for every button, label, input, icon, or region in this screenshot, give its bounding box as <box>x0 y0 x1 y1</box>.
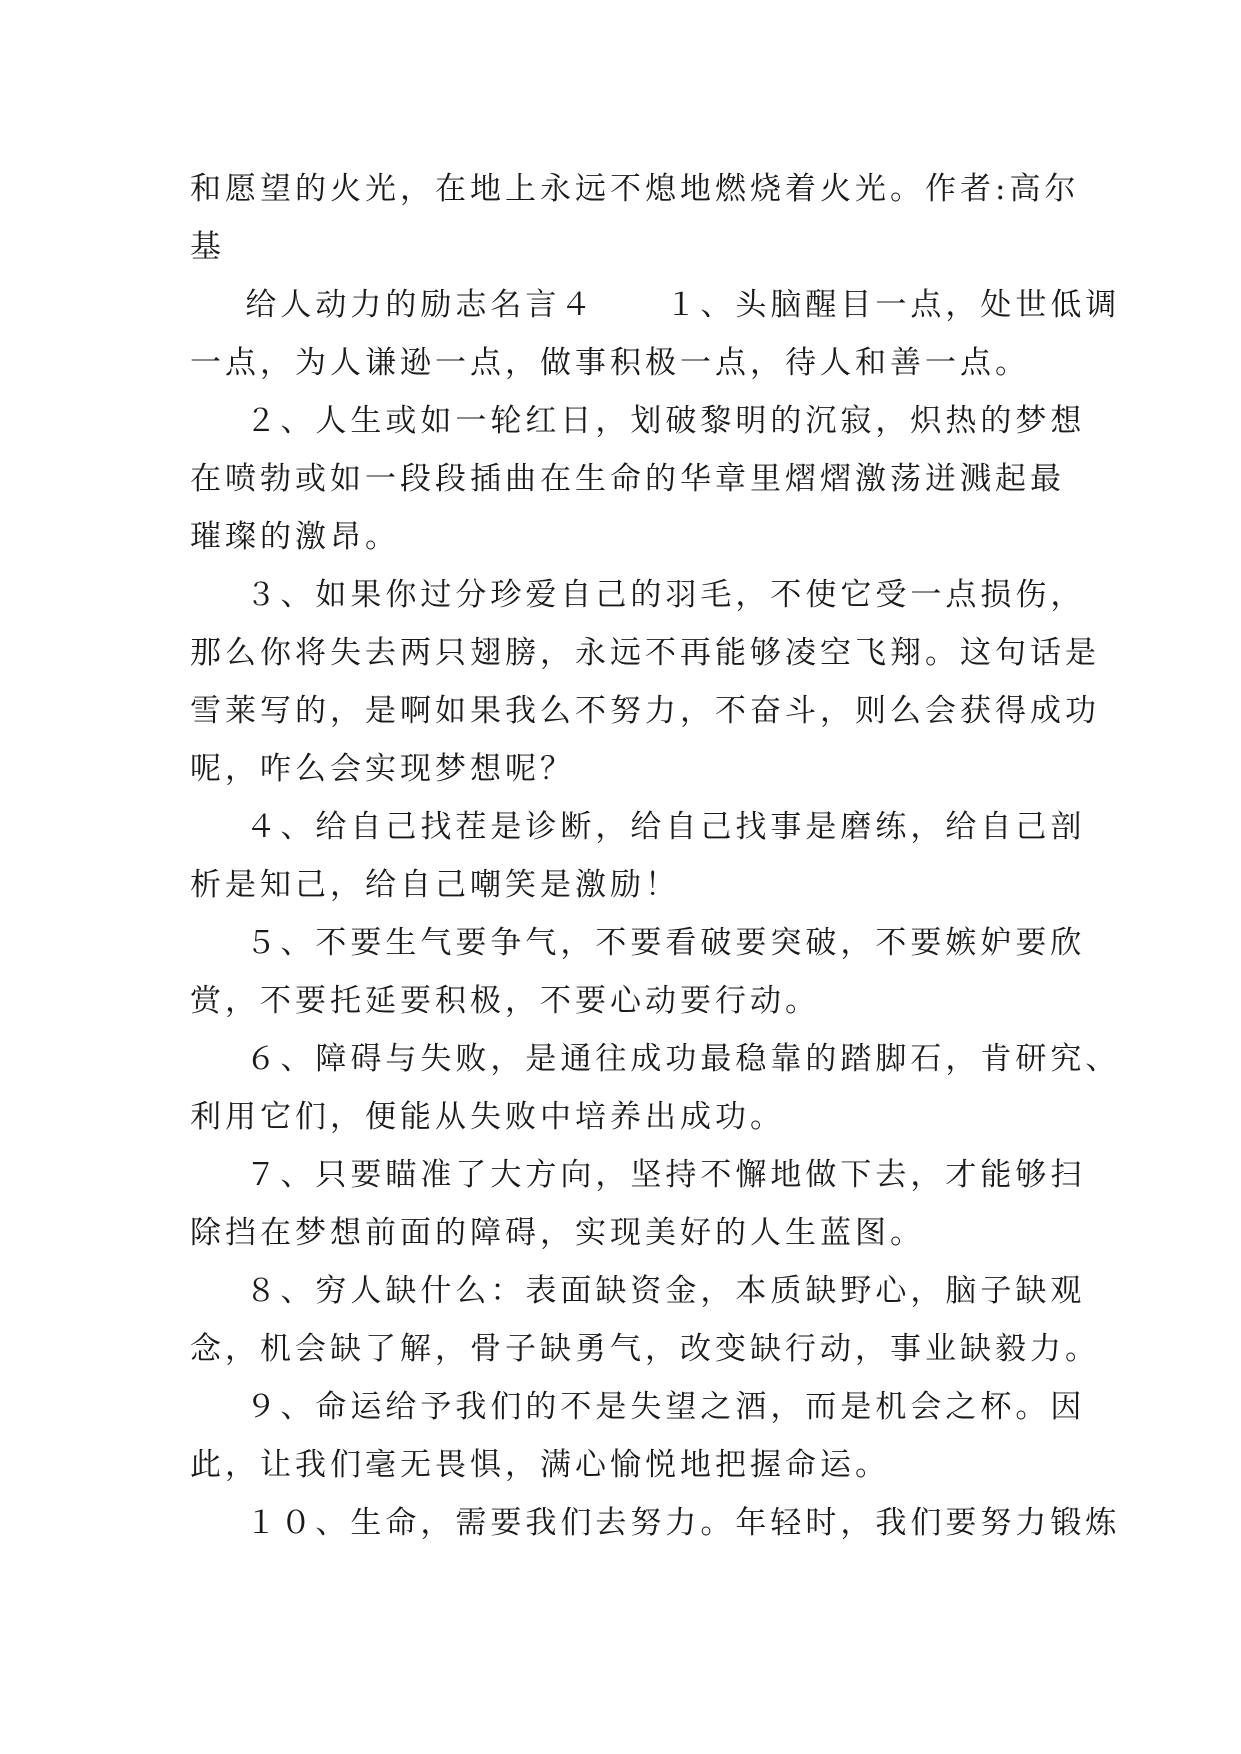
document-body <box>190 160 1121 1552</box>
text-line: 那么你将失去两只翅膀，永远不再能够凌空飞翔。这句话是 <box>190 635 1100 671</box>
text-line: 给人动力的励志名言４ １、头脑醒目一点，处世低调 <box>190 287 1121 323</box>
text-line: 除挡在梦想前面的障碍，实现美好的人生蓝图。 <box>190 1215 925 1251</box>
text-line: 利用它们，便能从失败中培养出成功。 <box>190 1099 785 1135</box>
text-line: 析是知己，给自己嘲笑是激励！ <box>190 867 680 903</box>
text-line: 在喷勃或如一段段插曲在生命的华章里熠熠激荡迸溅起最 <box>190 461 1065 497</box>
text-line: ２、人生或如一轮红日，划破黎明的沉寂，炽热的梦想 <box>190 403 1086 439</box>
text-line: 雪莱写的，是啊如果我么不努力，不奋斗，则么会获得成功 <box>190 693 1100 729</box>
text-line: 和愿望的火光，在地上永远不熄地燃烧着火光。作者:高尔 <box>190 171 1080 207</box>
text-line: 呢，咋么会实现梦想呢？ <box>190 751 575 787</box>
text-line: ８、穷人缺什么：表面缺资金，本质缺野心，脑子缺观 <box>190 1273 1086 1309</box>
text-line: 此，让我们毫无畏惧，满心愉悦地把握命运。 <box>190 1447 890 1483</box>
text-line: ９、命运给予我们的不是失望之酒，而是机会之杯。因 <box>190 1389 1086 1425</box>
text-line: ６、障碍与失败，是通往成功最稳靠的踏脚石，肯研究、 <box>190 1041 1121 1077</box>
text-line: ７、只要瞄准了大方向，坚持不懈地做下去，才能够扫 <box>190 1157 1086 1193</box>
text-line: ３、如果你过分珍爱自己的羽毛，不使它受一点损伤， <box>190 577 1086 613</box>
text-line: １０、生命，需要我们去努力。年轻时，我们要努力锻炼 <box>190 1505 1121 1541</box>
text-line: 璀璨的激昂。 <box>190 519 400 555</box>
text-line: 一点，为人谦逊一点，做事积极一点，待人和善一点。 <box>190 345 1030 381</box>
text-line: ５、不要生气要争气，不要看破要突破，不要嫉妒要欣 <box>190 925 1086 961</box>
text-line: ４、给自己找茬是诊断，给自己找事是磨练，给自己剖 <box>190 809 1086 845</box>
text-line: 赏，不要托延要积极，不要心动要行动。 <box>190 983 820 1019</box>
text-line: 基 <box>190 229 225 265</box>
text-line: 念，机会缺了解，骨子缺勇气，改变缺行动，事业缺毅力。 <box>190 1331 1100 1367</box>
